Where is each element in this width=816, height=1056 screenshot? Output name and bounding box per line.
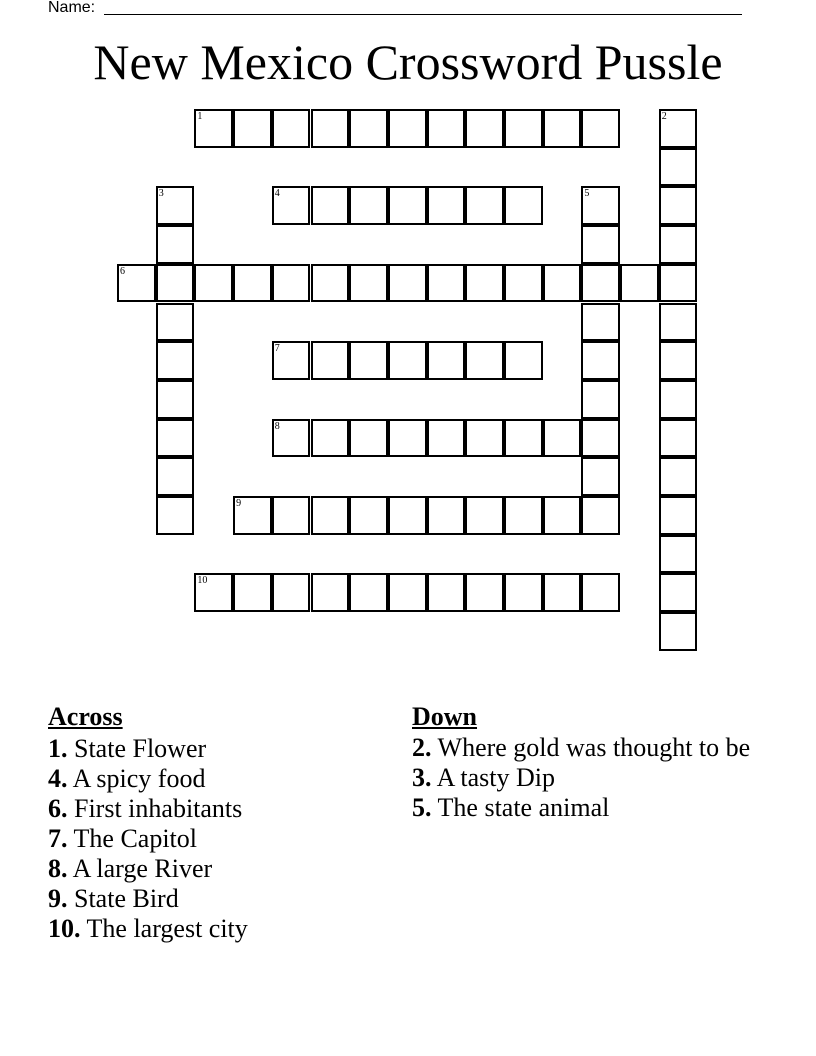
clue-text: The state animal xyxy=(431,793,610,822)
clue-number-label: 6 xyxy=(120,265,125,277)
crossword-cell[interactable] xyxy=(504,496,543,535)
crossword-cell[interactable] xyxy=(427,496,466,535)
crossword-cell[interactable] xyxy=(156,419,195,458)
crossword-cell[interactable] xyxy=(117,264,156,303)
crossword-cell[interactable] xyxy=(465,264,504,303)
clue-number: 8. xyxy=(48,854,68,883)
crossword-cell[interactable] xyxy=(659,264,698,303)
clue-number: 10. xyxy=(48,914,81,943)
crossword-cell[interactable] xyxy=(504,419,543,458)
crossword-cell[interactable] xyxy=(311,109,350,148)
crossword-cell[interactable] xyxy=(272,186,311,225)
crossword-cell[interactable] xyxy=(272,496,311,535)
page-title: New Mexico Crossword Pussle xyxy=(93,34,723,90)
crossword-cell[interactable] xyxy=(504,573,543,612)
crossword-cell[interactable] xyxy=(581,186,620,225)
crossword-cell[interactable] xyxy=(427,109,466,148)
crossword-cell[interactable] xyxy=(659,535,698,574)
clue-text: The largest city xyxy=(80,914,248,943)
clue-item xyxy=(412,764,752,792)
crossword-cell[interactable] xyxy=(388,341,427,380)
crossword-cell[interactable] xyxy=(311,496,350,535)
crossword-cell[interactable] xyxy=(194,109,233,148)
crossword-cell[interactable] xyxy=(388,264,427,303)
name-label: Name: xyxy=(48,0,96,16)
clue-item xyxy=(48,824,378,854)
crossword-cell[interactable] xyxy=(659,225,698,264)
crossword-cell[interactable] xyxy=(543,419,582,458)
crossword-cell[interactable] xyxy=(311,573,350,612)
crossword-cell[interactable] xyxy=(427,264,466,303)
crossword-cell[interactable] xyxy=(427,341,466,380)
crossword-cell[interactable] xyxy=(311,264,350,303)
clue-number: 2. xyxy=(412,733,432,762)
crossword-cell[interactable] xyxy=(581,573,620,612)
crossword-cell[interactable] xyxy=(581,303,620,342)
crossword-cell[interactable] xyxy=(388,109,427,148)
clue-number-label: 8 xyxy=(274,420,280,432)
clue-number: 5. xyxy=(412,793,432,822)
crossword-cell[interactable] xyxy=(349,341,388,380)
crossword-cell[interactable] xyxy=(233,109,272,148)
crossword-cell[interactable] xyxy=(581,496,620,535)
crossword-cell[interactable] xyxy=(233,573,272,612)
clue-item xyxy=(48,764,378,794)
crossword-cell[interactable] xyxy=(543,496,582,535)
crossword-cell[interactable] xyxy=(272,109,311,148)
crossword-cell[interactable] xyxy=(272,419,311,458)
crossword-cell[interactable] xyxy=(659,496,698,535)
crossword-cell[interactable] xyxy=(349,264,388,303)
crossword-cell[interactable] xyxy=(465,186,504,225)
crossword-cell[interactable] xyxy=(349,419,388,458)
crossword-cell[interactable] xyxy=(156,457,195,496)
clue-number: 1. xyxy=(48,734,68,763)
crossword-cell[interactable] xyxy=(156,341,195,380)
crossword-cell[interactable] xyxy=(272,573,311,612)
clue-text: State Flower xyxy=(67,734,207,763)
clue-item xyxy=(48,884,378,914)
crossword-cell[interactable] xyxy=(504,264,543,303)
crossword-cell[interactable] xyxy=(156,303,195,342)
crossword-cell[interactable] xyxy=(659,186,698,225)
crossword-cell[interactable] xyxy=(543,264,582,303)
crossword-cell[interactable] xyxy=(311,419,350,458)
down-clues xyxy=(412,702,752,824)
crossword-cell[interactable] xyxy=(427,419,466,458)
crossword-cell[interactable] xyxy=(233,496,272,535)
crossword-cell[interactable] xyxy=(349,109,388,148)
clue-text: Where gold was thought to be xyxy=(431,733,751,762)
clue-text: A tasty Dip xyxy=(431,763,556,792)
crossword-cell[interactable] xyxy=(581,264,620,303)
clue-number: 7. xyxy=(48,824,68,853)
crossword-cell[interactable] xyxy=(659,612,698,651)
down-heading: Down xyxy=(412,702,478,731)
clue-number-label: 3 xyxy=(158,188,164,200)
clue-item xyxy=(48,734,378,764)
crossword-cell[interactable] xyxy=(349,573,388,612)
crossword-cell[interactable] xyxy=(465,341,504,380)
clue-number-label: 4 xyxy=(274,188,280,200)
clue-number: 6. xyxy=(48,794,68,823)
clue-number: 9. xyxy=(48,884,68,913)
crossword-cell[interactable] xyxy=(156,225,195,264)
crossword-cell[interactable] xyxy=(465,109,504,148)
crossword-cell[interactable] xyxy=(543,109,582,148)
crossword-cell[interactable] xyxy=(543,573,582,612)
crossword-cell[interactable] xyxy=(620,264,659,303)
crossword-cell[interactable] xyxy=(465,419,504,458)
crossword-cell[interactable] xyxy=(659,148,698,187)
clue-text: A spicy food xyxy=(67,764,206,793)
crossword-cell[interactable] xyxy=(659,380,698,419)
crossword-cell[interactable] xyxy=(465,573,504,612)
crossword-cell[interactable] xyxy=(233,264,272,303)
crossword-cell[interactable] xyxy=(659,109,698,148)
crossword-cell[interactable] xyxy=(272,341,311,380)
clue-number: 3. xyxy=(412,763,432,792)
crossword-cell[interactable] xyxy=(349,186,388,225)
crossword-cell[interactable] xyxy=(659,457,698,496)
crossword-cell[interactable] xyxy=(504,109,543,148)
crossword-cell[interactable] xyxy=(156,496,195,535)
crossword-cell[interactable] xyxy=(311,186,350,225)
crossword-cell[interactable] xyxy=(427,573,466,612)
crossword-cell[interactable] xyxy=(388,496,427,535)
crossword-cell[interactable] xyxy=(156,186,195,225)
clue-number-label: 9 xyxy=(236,498,242,509)
crossword-cell[interactable] xyxy=(388,419,427,458)
crossword-cell[interactable] xyxy=(581,419,620,458)
crossword-cell[interactable] xyxy=(659,303,698,342)
crossword-cell[interactable] xyxy=(659,573,698,612)
clue-number-label: 7 xyxy=(274,343,280,355)
crossword-cell[interactable] xyxy=(388,573,427,612)
crossword-cell[interactable] xyxy=(659,341,698,380)
clue-item xyxy=(48,794,378,824)
crossword-cell[interactable] xyxy=(581,109,620,148)
clue-text: State Bird xyxy=(67,884,179,913)
clue-number-label: 5 xyxy=(584,188,590,200)
clue-item xyxy=(48,854,378,884)
across-heading: Across xyxy=(48,702,123,731)
clue-text: First inhabitants xyxy=(67,794,243,823)
crossword-cell[interactable] xyxy=(581,341,620,380)
crossword-cell[interactable] xyxy=(581,457,620,496)
clue-text: The Capitol xyxy=(67,824,198,853)
clue-item xyxy=(412,794,752,822)
crossword-cell[interactable] xyxy=(504,186,543,225)
crossword-cell[interactable] xyxy=(194,264,233,303)
crossword-cell[interactable] xyxy=(349,496,388,535)
crossword-cell[interactable] xyxy=(581,380,620,419)
crossword-cell[interactable] xyxy=(504,341,543,380)
crossword-cell[interactable] xyxy=(465,496,504,535)
crossword-cell[interactable] xyxy=(194,573,233,612)
crossword-cell[interactable] xyxy=(659,419,698,458)
clue-item xyxy=(412,734,752,762)
crossword-cell[interactable] xyxy=(427,186,466,225)
crossword-cell[interactable] xyxy=(311,341,350,380)
clue-number-label: 10 xyxy=(197,575,208,587)
clue-number-label: 1 xyxy=(197,111,203,122)
crossword-cell[interactable] xyxy=(388,186,427,225)
crossword-cell[interactable] xyxy=(581,225,620,264)
clue-text: A large River xyxy=(67,854,213,883)
clue-number: 4. xyxy=(48,764,68,793)
crossword-cell[interactable] xyxy=(272,264,311,303)
crossword-cell[interactable] xyxy=(156,264,195,303)
clue-number-label: 2 xyxy=(661,111,667,122)
crossword-cell[interactable] xyxy=(156,380,195,419)
clue-item xyxy=(48,914,378,944)
across-clues xyxy=(48,702,378,944)
